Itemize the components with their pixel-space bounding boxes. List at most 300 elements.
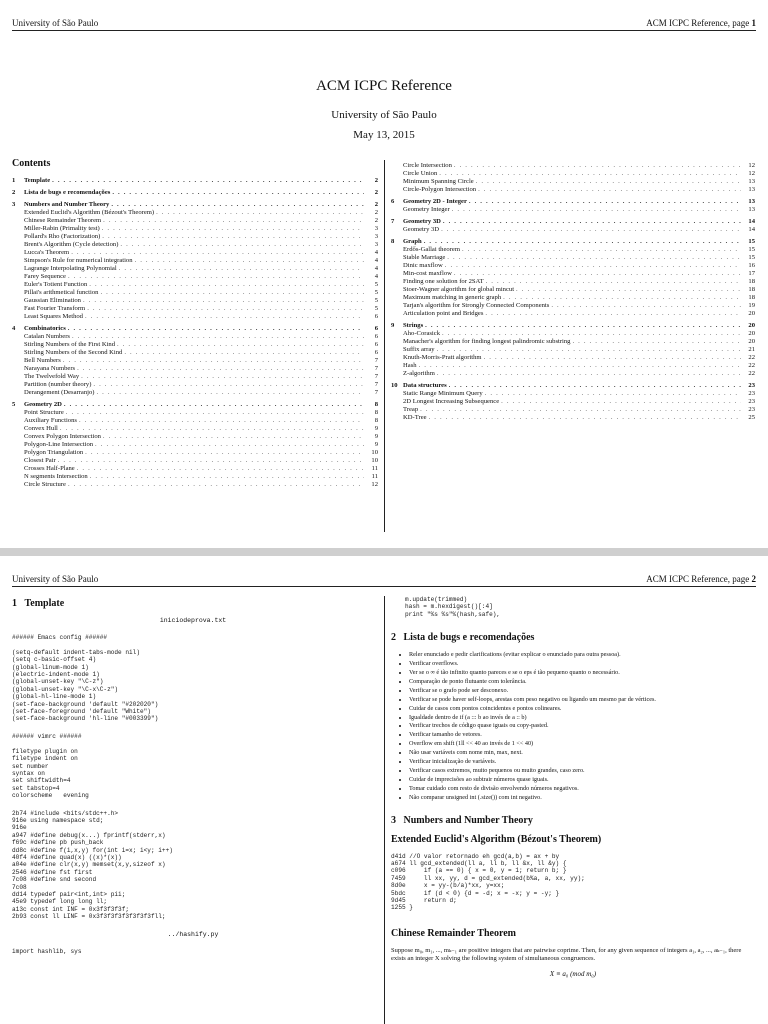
running-header — [12, 18, 756, 31]
toc-subsection-entry — [12, 281, 378, 289]
toc-page-number: 25 — [748, 414, 755, 421]
toc-entry-title: Pillai's arithmetical function — [24, 289, 99, 296]
toc-leader-dots — [111, 201, 364, 209]
toc-page-number: 14 — [748, 218, 755, 225]
toc-subsection-entry — [12, 217, 378, 225]
bug-item: • Tomar cuidado com resto de divisão envolvendo números negativos. — [409, 785, 755, 794]
toc-subsection-entry — [391, 262, 755, 270]
code-line: 2b93 const ll LINF = 0x3f3f3f3f3f3f3f3fll; — [12, 913, 166, 921]
toc-leader-dots — [66, 409, 364, 417]
toc-leader-dots — [503, 294, 741, 302]
toc-leader-dots — [135, 257, 364, 265]
toc-page-number: 2 — [374, 209, 378, 216]
toc-subsection-entry — [391, 186, 755, 194]
toc-subsection-entry — [12, 313, 378, 321]
crt-paragraph: Suppose m₀, m₁, ..., mₖ₋₁ are positive integers that are pairwise coprime. Then, for any given sequence of integers a₁, a₂, ..., aₖ₋₁, there exists an integer X solving the following system of simultaneous congruences. — [391, 946, 742, 963]
document-title: ACM ICPC Reference — [316, 78, 452, 94]
toc-entry-title: Narayana Numbers — [24, 365, 76, 372]
toc-page-number: 9 — [374, 441, 378, 448]
toc-page-number: 2 — [374, 217, 378, 224]
toc-subsection-entry — [12, 249, 378, 257]
code-line: ###### Emacs config ###### — [12, 634, 108, 641]
toc-section-entry — [12, 201, 378, 209]
toc-section-entry — [12, 177, 378, 185]
toc-leader-dots — [52, 177, 364, 185]
toc-leader-dots — [64, 401, 364, 409]
toc-page-number: 22 — [748, 354, 755, 361]
file-name: ../hashify.py — [167, 930, 219, 938]
toc-leader-dots — [447, 254, 741, 262]
toc-leader-dots — [469, 198, 741, 206]
file-name: iniciodeprova.txt — [159, 617, 227, 624]
toc-subsection-entry — [391, 226, 755, 234]
toc-subsection-entry — [391, 354, 755, 362]
toc-entry-title: Aho-Corasick — [403, 330, 440, 337]
toc-entry-title: Knuth-Morris-Pratt algorithm — [403, 354, 482, 361]
toc-page-number: 8 — [374, 401, 378, 408]
toc-entry-title: Numbers and Number Theory — [24, 201, 110, 208]
toc-leader-dots — [439, 170, 741, 178]
toc-page-number: 20 — [748, 310, 755, 317]
toc-leader-dots — [437, 370, 741, 378]
toc-page-number: 3 — [374, 225, 378, 232]
bug-item: • Não usar variáveis com nome min, max, next. — [409, 749, 755, 758]
toc-entry-title: Brent's Algorithm (Cycle detection) — [24, 241, 119, 248]
toc-leader-dots — [442, 330, 741, 338]
code-line: 7c08 #define snd second — [12, 876, 97, 884]
toc-subsection-entry — [391, 286, 755, 294]
code-line: 7c08 — [12, 883, 27, 891]
column-divider — [384, 596, 385, 1024]
code-line: set number — [12, 762, 49, 770]
toc-entry-title: Template — [24, 177, 51, 184]
toc-leader-dots — [419, 362, 741, 370]
toc-entry-title: Circle Structure — [24, 481, 66, 488]
toc-page-number: 22 — [748, 362, 755, 369]
toc-leader-dots — [445, 262, 741, 270]
toc-entry-title: Lucca's Theorem — [24, 249, 70, 256]
toc-entry-title: Fast Fourier Transform — [24, 305, 86, 312]
toc-leader-dots — [95, 441, 364, 449]
toc-entry-title: The Twelvefold Way — [24, 373, 80, 380]
toc-entry-title: Articulation point and Bridges — [403, 310, 484, 317]
toc-entry-title: Circle Intersection — [403, 162, 452, 169]
code-line: (set-face-background 'default "#202020") — [12, 700, 159, 708]
toc-subsection-entry — [12, 381, 378, 389]
toc-subsection-entry — [12, 433, 378, 441]
toc-page-number: 4 — [374, 273, 378, 280]
toc-subsection-entry — [391, 370, 755, 378]
toc-page-number: 16 — [748, 262, 755, 269]
toc-subsection-entry — [391, 278, 755, 286]
code-line: 45e9 typedef long long ll; — [12, 898, 108, 906]
column-divider — [384, 160, 385, 532]
toc-leader-dots — [424, 238, 741, 246]
toc-leader-dots — [68, 481, 364, 489]
toc-page-number: 4 — [374, 257, 378, 264]
toc-page-number: 23 — [748, 382, 755, 389]
toc-page-number: 18 — [748, 278, 755, 285]
bug-item: • Cuidar de casos com pontos coincidentes e pontos colineares. — [409, 705, 755, 714]
toc-page-number: 3 — [374, 233, 378, 240]
toc-subsection-entry — [391, 406, 755, 414]
code-line: 5bdc if (d < 0) {d = -d; x = -x; y = -y; } — [391, 889, 560, 897]
toc-leader-dots — [58, 457, 364, 465]
bug-item: • Verificar inicialização de variáveis. — [409, 758, 755, 767]
toc-entry-title: Polygon Triangulation — [24, 449, 84, 456]
toc-page-number: 15 — [748, 238, 755, 245]
toc-subsection-entry — [12, 233, 378, 241]
code-block-python-continued — [391, 596, 755, 618]
bug-item: • Verificar tamanho de vetores. — [409, 731, 755, 740]
toc-leader-dots — [485, 390, 741, 398]
toc-page-number: 6 — [374, 349, 378, 356]
toc-leader-dots — [90, 473, 364, 481]
code-line: 916e — [12, 824, 27, 832]
toc-subsection-entry — [12, 465, 378, 473]
code-line: c096 if (a == 0) { x = 0, y = 1; return b; } — [391, 867, 567, 875]
code-line: filetype indent on — [12, 755, 78, 763]
toc-page-number: 23 — [748, 390, 755, 397]
page-2 — [0, 556, 768, 1024]
right-column — [391, 596, 755, 978]
toc-section-entry — [391, 198, 755, 206]
code-line: 916e using namespace std; — [12, 816, 104, 824]
code-line: m.update(trimmed) — [405, 596, 468, 603]
left-column — [12, 596, 374, 965]
toc-section-number: 10 — [391, 382, 398, 389]
code-line: f69c #define pb push_back — [12, 839, 104, 847]
toc-section-number: 3 — [12, 201, 16, 208]
toc-subsection-entry — [391, 346, 755, 354]
header-page-label: ACM ICPC Reference, page 1 — [646, 18, 756, 28]
code-block-emacs — [12, 634, 374, 723]
toc-entry-title: Convex Hull — [24, 425, 58, 432]
toc-section-number: 4 — [12, 325, 16, 332]
toc-page-number: 7 — [374, 381, 378, 388]
bug-item: • Comparação de ponto flutuante com tolerância. — [409, 678, 755, 687]
toc-leader-dots — [112, 189, 364, 197]
code-line: a674 ll gcd_extended(ll a, ll b, ll &x, ll &y) { — [391, 860, 567, 868]
toc-page-number: 11 — [371, 465, 378, 472]
toc-entry-title: Minimum Spanning Circle — [403, 178, 474, 185]
toc-subsection-entry — [12, 333, 378, 341]
toc-leader-dots — [89, 281, 364, 289]
toc-page-number: 2 — [374, 177, 378, 184]
toc-subsection-entry — [12, 457, 378, 465]
code-line: (global-unset-key "\C-x\C-z") — [12, 685, 119, 693]
toc-subsection-entry — [12, 449, 378, 457]
toc-section-number: 6 — [391, 198, 395, 205]
toc-leader-dots — [63, 357, 364, 365]
toc-section-entry — [391, 238, 755, 246]
subsection-heading-crt: Chinese Remainder Theorem — [391, 927, 516, 939]
toc-list — [12, 177, 378, 489]
toc-leader-dots — [68, 273, 364, 281]
toc-entry-title: Catalan Numbers — [24, 333, 70, 340]
toc-entry-title: N segments Intersection — [24, 473, 88, 480]
toc-page-number: 7 — [374, 389, 378, 396]
code-line: syntax on — [12, 769, 45, 777]
toc-page-number: 22 — [748, 370, 755, 377]
toc-leader-dots — [551, 302, 741, 310]
code-line: 2546 #define fst first — [12, 868, 93, 876]
toc-page-number: 13 — [748, 186, 755, 193]
toc-subsection-entry — [391, 330, 755, 338]
toc-entry-title: Min-cost maxflow — [403, 270, 452, 277]
toc-page-number: 12 — [748, 162, 755, 169]
bug-item: • Verificar se o grafo pode ser desconexo. — [409, 687, 755, 696]
code-line: (electric-indent-mode 1) — [12, 671, 100, 679]
toc-entry-title: Stoer-Wagner algorithm for global mincut — [403, 286, 515, 293]
toc-section-entry — [12, 189, 378, 197]
toc-leader-dots — [156, 209, 364, 217]
toc-subsection-entry — [12, 297, 378, 305]
toc-page-number: 7 — [374, 357, 378, 364]
bug-item: • Reler enunciado e pedir clarifications (evitar explicar o enunciado para outra pessoa). — [409, 651, 755, 660]
bug-item: • Ver se o ∞ é tão infinito quanto pareces e se o eps é tão pequeno quanto o necessário. — [409, 669, 755, 678]
toc-page-number: 6 — [374, 333, 378, 340]
toc-subsection-entry — [12, 481, 378, 489]
toc-subsection-entry — [12, 441, 378, 449]
toc-leader-dots — [441, 226, 741, 234]
toc-entry-title: Euler's Totient Function — [24, 281, 88, 288]
bug-item: • Verificar trechos de código quase iguais ou copy-pasted. — [409, 722, 755, 731]
toc-subsection-entry — [391, 206, 755, 214]
toc-leader-dots — [83, 297, 364, 305]
toc-leader-dots — [93, 381, 364, 389]
bug-item: • Não comparar unsigned int (.size()) com int negativo. — [409, 794, 755, 803]
toc-entry-title: Combinatorics — [24, 325, 66, 332]
toc-page-number: 18 — [748, 294, 755, 301]
toc-leader-dots — [96, 389, 364, 397]
header-page-label: ACM ICPC Reference, page 2 — [646, 574, 756, 584]
toc-page-number: 5 — [374, 281, 378, 288]
toc-entry-title: Point Structure — [24, 409, 64, 416]
code-line: filetype plugin on — [12, 747, 78, 755]
toc-entry-title: Gaussian Elimination — [24, 297, 81, 304]
toc-subsection-entry — [12, 409, 378, 417]
toc-section-entry — [12, 401, 378, 409]
bugs-list — [391, 651, 755, 802]
toc-entry-title: Treap — [403, 406, 419, 413]
toc-entry-title: KD-Tree — [403, 414, 427, 421]
code-line: (setq c-basic-offset 4) — [12, 656, 97, 664]
toc-entry-title: Convex Polygon Intersection — [24, 433, 101, 440]
toc-entry-title: Polygon-Line Intersection — [24, 441, 94, 448]
toc-entry-title: Lista de bugs e recomendações — [24, 189, 111, 196]
code-line — [12, 641, 374, 648]
toc-leader-dots — [476, 178, 741, 186]
toc-subsection-entry — [12, 357, 378, 365]
toc-subsection-entry — [391, 270, 755, 278]
section-heading-numbers: 3 Numbers and Number Theory — [391, 814, 533, 826]
toc-entry-title: Hash — [403, 362, 417, 369]
code-line: colorscheme evening — [12, 792, 89, 800]
page-gap — [0, 548, 768, 556]
toc-leader-dots — [452, 206, 741, 214]
toc-subsection-entry — [391, 390, 755, 398]
header-university: University of São Paulo — [12, 18, 99, 28]
code-line: a04e #define clr(x,y) memset(x,y,sizeof x) — [12, 861, 166, 869]
toc-page-number: 12 — [371, 481, 378, 488]
toc-entry-title: Suffix array — [403, 346, 435, 353]
toc-subsection-entry — [12, 257, 378, 265]
toc-entry-title: Circle Union — [403, 170, 438, 177]
toc-page-number: 7 — [374, 365, 378, 372]
toc-page-number: 18 — [748, 286, 755, 293]
toc-page-number: 8 — [374, 409, 378, 416]
code-line: hash = m.hexdigest()[:4] — [405, 603, 493, 611]
toc-leader-dots — [425, 322, 741, 330]
toc-entry-title: Auxiliary Functions — [24, 417, 77, 424]
toc-page-number: 15 — [748, 246, 755, 253]
code-line: 9d45 return d; — [391, 897, 457, 905]
toc-entry-title: 2D Longest Increasing Subsequence — [403, 398, 500, 405]
code-line: a13c const int INF = 0x3f3f3f3f; — [12, 905, 130, 913]
toc-entry-title: Partition (number theory) — [24, 381, 92, 388]
toc-entry-title: Maximum matching in generic graph — [403, 294, 502, 301]
toc-leader-dots — [68, 325, 364, 333]
toc-leader-dots — [501, 398, 741, 406]
toc-leader-dots — [72, 333, 364, 341]
toc-subsection-entry — [12, 349, 378, 357]
toc-subsection-entry — [391, 254, 755, 262]
bug-item: • Cuidar de imprecisões ao subtrair números quase iguais. — [409, 776, 755, 785]
toc-entry-title: Geometry 2D — [24, 401, 62, 408]
toc-page-number: 13 — [748, 198, 755, 205]
toc-page-number: 10 — [371, 449, 378, 456]
toc-leader-dots — [486, 278, 741, 286]
toc-section-entry — [391, 218, 755, 226]
toc-leader-dots — [462, 246, 741, 254]
code-line: ###### vimrc ###### — [12, 732, 82, 740]
toc-subsection-entry — [12, 389, 378, 397]
code-block-euclid — [391, 853, 755, 912]
table-of-contents-right — [391, 162, 755, 422]
running-header — [12, 574, 756, 587]
toc-page-number: 17 — [748, 270, 755, 277]
code-line: set shiftwidth=4 — [12, 777, 71, 785]
toc-page-number: 6 — [374, 341, 378, 348]
toc-section-entry — [12, 325, 378, 333]
code-line: (setq-default indent-tabs-mode nil) — [12, 648, 140, 656]
toc-page-number: 4 — [374, 265, 378, 272]
toc-entry-title: Extended Euclid's Algorithm (Bézout's Theorem) — [24, 209, 155, 216]
toc-subsection-entry — [12, 373, 378, 381]
toc-leader-dots — [102, 233, 364, 241]
code-line: (global-unset-key "\C-z") — [12, 678, 104, 686]
toc-entry-title: Strings — [403, 322, 424, 329]
toc-entry-title: Tarjan's algorithm for Strongly Connected Components — [403, 302, 550, 309]
code-line: set tabstop=4 — [12, 784, 60, 792]
toc-subsection-entry — [12, 425, 378, 433]
toc-page-number: 13 — [748, 178, 755, 185]
toc-page-number: 2 — [374, 189, 378, 196]
toc-page-number: 6 — [374, 325, 378, 332]
toc-subsection-entry — [12, 305, 378, 313]
code-line: 8d0e x = yy-(b/a)*xx, y=xx; — [391, 882, 505, 890]
toc-leader-dots — [437, 346, 741, 354]
code-line: import hashlib, sys — [12, 947, 82, 955]
toc-page-number: 4 — [374, 249, 378, 256]
code-line: (set-face-foreground 'default "White") — [12, 708, 151, 716]
toc-leader-dots — [485, 310, 741, 318]
toc-leader-dots — [124, 349, 364, 357]
toc-subsection-entry — [12, 265, 378, 273]
toc-leader-dots — [484, 354, 741, 362]
code-line: dd14 typedef pair<int,int> pii; — [12, 891, 126, 898]
code-line: 2b74 #include <bits/stdc++.h> — [12, 809, 119, 817]
toc-leader-dots — [117, 341, 364, 349]
toc-subsection-entry — [391, 170, 755, 178]
toc-leader-dots — [81, 373, 364, 381]
toc-leader-dots — [77, 465, 364, 473]
header-university: University of São Paulo — [12, 574, 99, 584]
code-line: (global-hl-line-mode 1) — [12, 693, 97, 701]
toc-leader-dots — [85, 449, 364, 457]
bug-item: • Verificar casos extremos, muito pequenos ou muito grandes, caso zero. — [409, 767, 755, 776]
toc-entry-title: Crosses Half-Plane — [24, 465, 75, 472]
toc-page-number: 5 — [374, 289, 378, 296]
code-line: dd8c #define f(i,x,y) for(int i=x; i<y; i++) — [12, 846, 173, 854]
toc-section-number: 2 — [12, 189, 16, 196]
toc-subsection-entry — [391, 338, 755, 346]
toc-page-number: 10 — [371, 457, 378, 464]
toc-subsection-entry — [12, 241, 378, 249]
toc-leader-dots — [119, 265, 364, 273]
code-line: print "%s %s"%(hash,safe), — [405, 610, 501, 618]
toc-page-number: 3 — [374, 241, 378, 248]
toc-entry-title: Pollard's Rho (Factorization) — [24, 233, 101, 240]
toc-entry-title: Geometry 3D — [403, 226, 440, 233]
toc-subsection-entry — [391, 294, 755, 302]
toc-subsection-entry — [391, 362, 755, 370]
toc-subsection-entry — [12, 473, 378, 481]
toc-entry-title: Chinese Remainder Theorem — [24, 217, 102, 224]
bug-item: • Verificar overflows. — [409, 660, 755, 669]
toc-subsection-entry — [12, 365, 378, 373]
toc-page-number: 14 — [748, 226, 755, 233]
section-heading-template: 1 Template — [12, 598, 65, 609]
toc-entry-title: Finding one solution for 2SAT — [403, 278, 484, 285]
toc-leader-dots — [429, 414, 741, 422]
toc-section-number: 5 — [12, 401, 16, 408]
toc-entry-title: Erdős-Gallai theorem — [403, 246, 460, 253]
code-line: a947 #define debug(x...) fprintf(stderr,x) — [12, 831, 166, 839]
toc-page-number: 9 — [374, 433, 378, 440]
toc-list — [391, 162, 755, 422]
toc-page-number: 5 — [374, 305, 378, 312]
table-of-contents-left — [12, 160, 378, 489]
code-line: 7459 ll xx, yy, d = gcd_extended(b%a, a, xx, yy); — [391, 874, 585, 882]
toc-page-number: 23 — [748, 406, 755, 413]
code-line: 40f4 #define quad(x) ((x)*(x)) — [12, 853, 122, 861]
toc-page-number: 8 — [374, 417, 378, 424]
toc-entry-title: Simpson's Rule for numerical integration — [24, 257, 133, 264]
toc-subsection-entry — [12, 209, 378, 217]
toc-leader-dots — [478, 186, 741, 194]
bug-item: • Verificar se pode haver self-loops, arestas com peso negativo ou ligando um mesmo par de vértices. — [409, 696, 755, 705]
toc-page-number: 15 — [748, 254, 755, 261]
toc-entry-title: Derangement (Desarranjo) — [24, 389, 95, 396]
toc-page-number: 21 — [748, 346, 755, 353]
toc-leader-dots — [77, 365, 364, 373]
toc-entry-title: Z-algorithm — [403, 370, 435, 377]
toc-subsection-entry — [12, 417, 378, 425]
toc-entry-title: Farey Sequence — [24, 273, 66, 280]
toc-section-entry — [391, 322, 755, 330]
